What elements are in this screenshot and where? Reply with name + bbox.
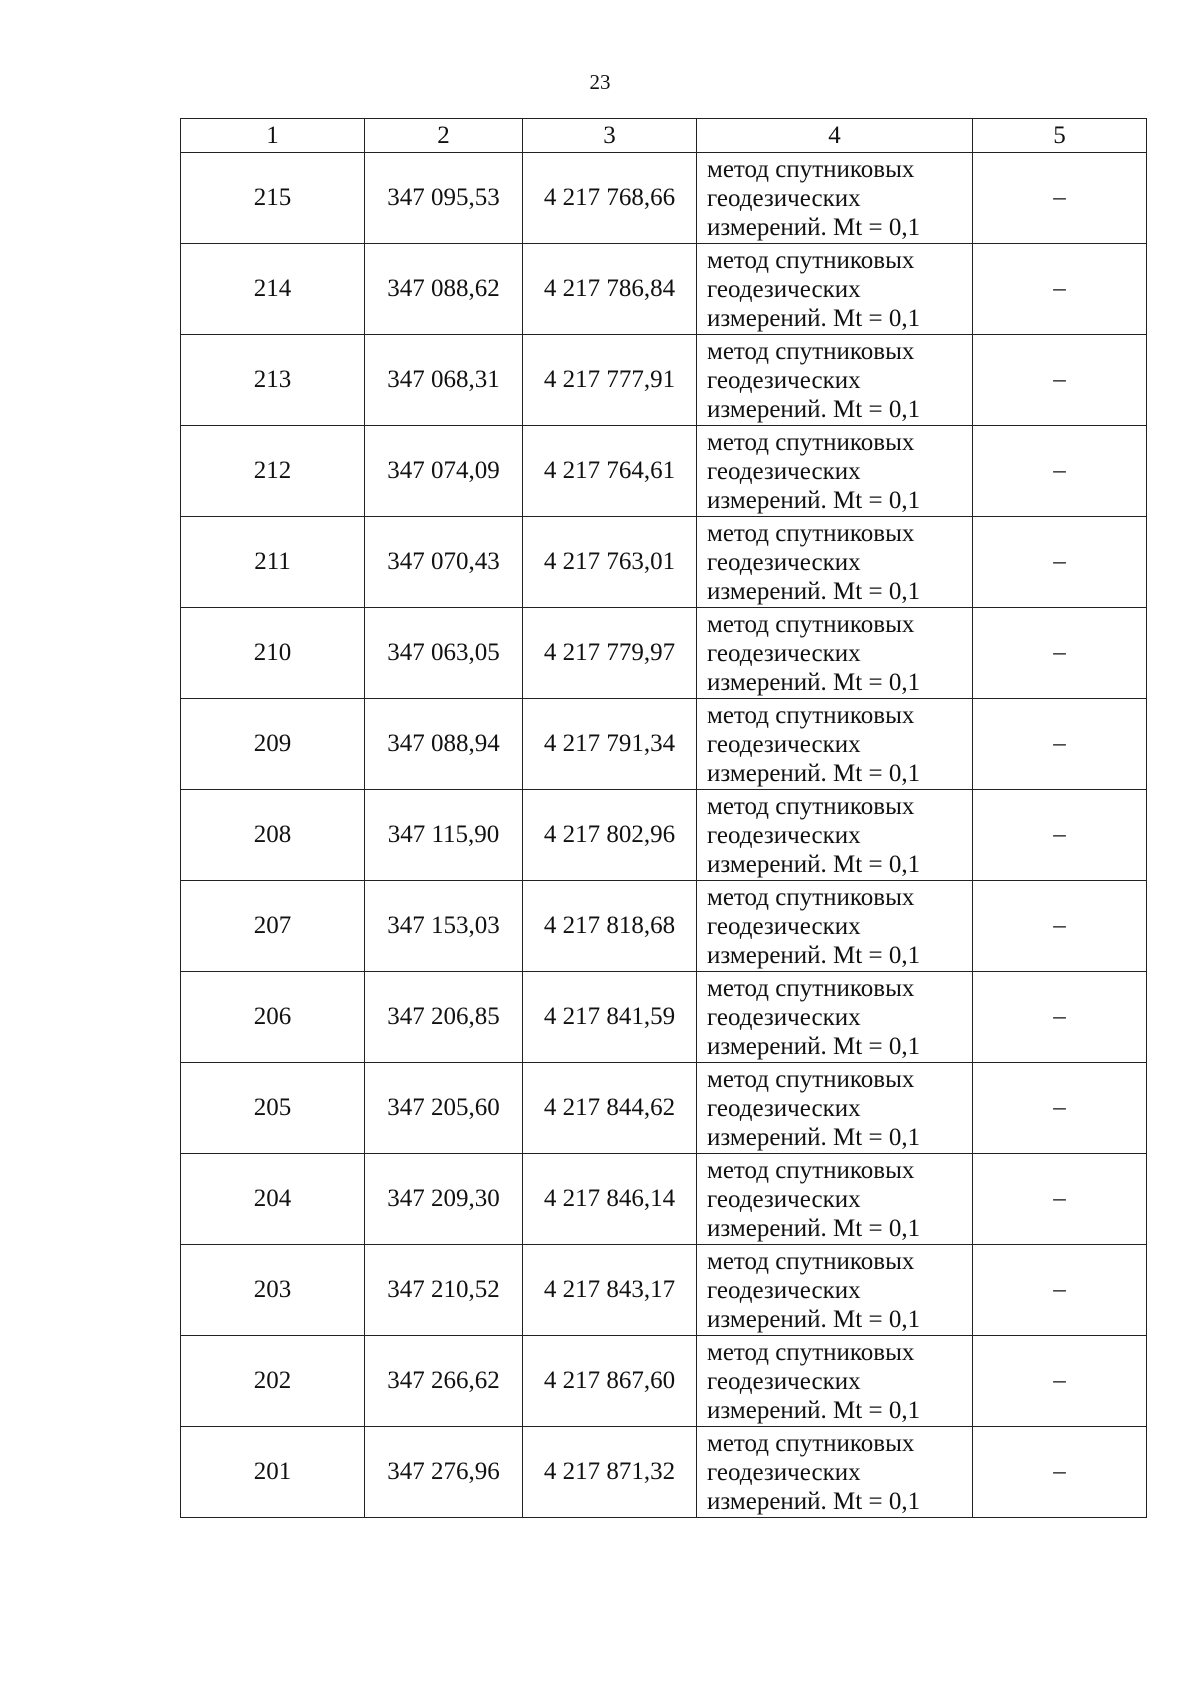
table-row	[181, 881, 1147, 972]
point-number-cell: 204	[181, 1154, 365, 1245]
y-coordinate-cell: 4 217 843,17	[523, 1245, 697, 1336]
x-coordinate-cell: 347 266,62	[365, 1336, 523, 1427]
method-cell: метод спутниковых геодезических измерений. Mt = 0,1	[697, 699, 973, 790]
table-row	[181, 699, 1147, 790]
y-coordinate-cell: 4 217 777,91	[523, 335, 697, 426]
x-coordinate-cell: 347 095,53	[365, 153, 523, 244]
table-row	[181, 244, 1147, 335]
table-row	[181, 1336, 1147, 1427]
method-cell: метод спутниковых геодезических измерений. Mt = 0,1	[697, 244, 973, 335]
table-row	[181, 153, 1147, 244]
y-coordinate-cell: 4 217 763,01	[523, 517, 697, 608]
page-number: 23	[589, 70, 611, 94]
x-coordinate-cell: 347 206,85	[365, 972, 523, 1063]
note-cell: –	[973, 972, 1147, 1063]
note-cell: –	[973, 517, 1147, 608]
point-number-cell: 211	[181, 517, 365, 608]
point-number-cell: 214	[181, 244, 365, 335]
method-cell: метод спутниковых геодезических измерений. Mt = 0,1	[697, 1427, 973, 1518]
method-cell: метод спутниковых геодезических измерений. Mt = 0,1	[697, 1063, 973, 1154]
note-cell: –	[973, 244, 1147, 335]
point-number-cell: 215	[181, 153, 365, 244]
x-coordinate-cell: 347 205,60	[365, 1063, 523, 1154]
y-coordinate-cell: 4 217 764,61	[523, 426, 697, 517]
y-coordinate-cell: 4 217 786,84	[523, 244, 697, 335]
header-col-2: 2	[365, 119, 523, 153]
y-coordinate-cell: 4 217 844,62	[523, 1063, 697, 1154]
y-coordinate-cell: 4 217 871,32	[523, 1427, 697, 1518]
table-row	[181, 335, 1147, 426]
method-cell: метод спутниковых геодезических измерений. Mt = 0,1	[697, 1154, 973, 1245]
method-cell: метод спутниковых геодезических измерений. Mt = 0,1	[697, 790, 973, 881]
x-coordinate-cell: 347 209,30	[365, 1154, 523, 1245]
point-number-cell: 206	[181, 972, 365, 1063]
header-col-5: 5	[973, 119, 1147, 153]
note-cell: –	[973, 335, 1147, 426]
coordinates-table-container	[180, 118, 1146, 1518]
point-number-cell: 205	[181, 1063, 365, 1154]
point-number-cell: 201	[181, 1427, 365, 1518]
note-cell: –	[973, 1245, 1147, 1336]
note-cell: –	[973, 1154, 1147, 1245]
note-cell: –	[973, 790, 1147, 881]
point-number-cell: 213	[181, 335, 365, 426]
table-row	[181, 426, 1147, 517]
coordinates-table	[180, 118, 1147, 1518]
point-number-cell: 209	[181, 699, 365, 790]
point-number-cell: 207	[181, 881, 365, 972]
x-coordinate-cell: 347 115,90	[365, 790, 523, 881]
note-cell: –	[973, 1427, 1147, 1518]
x-coordinate-cell: 347 276,96	[365, 1427, 523, 1518]
x-coordinate-cell: 347 068,31	[365, 335, 523, 426]
note-cell: –	[973, 699, 1147, 790]
y-coordinate-cell: 4 217 768,66	[523, 153, 697, 244]
note-cell: –	[973, 1063, 1147, 1154]
point-number-cell: 208	[181, 790, 365, 881]
table-row	[181, 608, 1147, 699]
method-cell: метод спутниковых геодезических измерений. Mt = 0,1	[697, 608, 973, 699]
table-row	[181, 517, 1147, 608]
method-cell: метод спутниковых геодезических измерений. Mt = 0,1	[697, 972, 973, 1063]
y-coordinate-cell: 4 217 802,96	[523, 790, 697, 881]
y-coordinate-cell: 4 217 867,60	[523, 1336, 697, 1427]
table-header	[181, 119, 1147, 153]
header-col-4: 4	[697, 119, 973, 153]
table-body	[181, 153, 1147, 1518]
table-row	[181, 790, 1147, 881]
table-row	[181, 1427, 1147, 1518]
x-coordinate-cell: 347 088,62	[365, 244, 523, 335]
header-col-3: 3	[523, 119, 697, 153]
table-row	[181, 1063, 1147, 1154]
y-coordinate-cell: 4 217 818,68	[523, 881, 697, 972]
table-row	[181, 1154, 1147, 1245]
point-number-cell: 212	[181, 426, 365, 517]
header-col-1: 1	[181, 119, 365, 153]
note-cell: –	[973, 1336, 1147, 1427]
x-coordinate-cell: 347 070,43	[365, 517, 523, 608]
y-coordinate-cell: 4 217 791,34	[523, 699, 697, 790]
table-row	[181, 1245, 1147, 1336]
method-cell: метод спутниковых геодезических измерений. Mt = 0,1	[697, 517, 973, 608]
x-coordinate-cell: 347 210,52	[365, 1245, 523, 1336]
note-cell: –	[973, 426, 1147, 517]
method-cell: метод спутниковых геодезических измерений. Mt = 0,1	[697, 153, 973, 244]
point-number-cell: 210	[181, 608, 365, 699]
x-coordinate-cell: 347 088,94	[365, 699, 523, 790]
y-coordinate-cell: 4 217 846,14	[523, 1154, 697, 1245]
y-coordinate-cell: 4 217 779,97	[523, 608, 697, 699]
method-cell: метод спутниковых геодезических измерений. Mt = 0,1	[697, 1336, 973, 1427]
table-row	[181, 972, 1147, 1063]
point-number-cell: 203	[181, 1245, 365, 1336]
y-coordinate-cell: 4 217 841,59	[523, 972, 697, 1063]
method-cell: метод спутниковых геодезических измерений. Mt = 0,1	[697, 335, 973, 426]
note-cell: –	[973, 881, 1147, 972]
method-cell: метод спутниковых геодезических измерений. Mt = 0,1	[697, 881, 973, 972]
note-cell: –	[973, 153, 1147, 244]
x-coordinate-cell: 347 063,05	[365, 608, 523, 699]
header-row	[181, 119, 1147, 153]
x-coordinate-cell: 347 074,09	[365, 426, 523, 517]
x-coordinate-cell: 347 153,03	[365, 881, 523, 972]
method-cell: метод спутниковых геодезических измерений. Mt = 0,1	[697, 1245, 973, 1336]
point-number-cell: 202	[181, 1336, 365, 1427]
note-cell: –	[973, 608, 1147, 699]
method-cell: метод спутниковых геодезических измерений. Mt = 0,1	[697, 426, 973, 517]
